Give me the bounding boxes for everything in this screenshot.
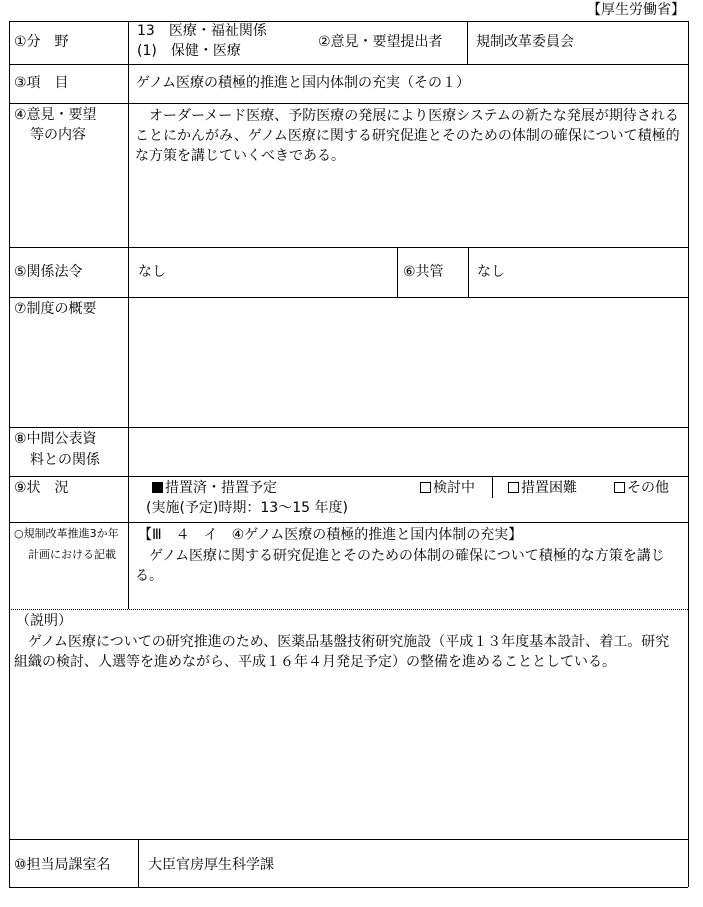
bureau-value: 大臣官房厚生科学課 [148,857,274,873]
ministry-tag: 【厚生労働省】 [587,2,685,18]
row-divider [9,839,688,840]
plan-heading: 【Ⅲ ４ イ ④ゲノム医療の積極的推進と国内体制の充実】 [138,527,523,543]
explanation-label: （説明） [16,613,72,629]
field-line1: 13 医療・福祉関係 [137,23,267,39]
status-option-reviewing[interactable]: 検討中 [420,479,475,497]
dotted-divider [9,609,688,610]
checkbox-empty[interactable] [614,482,625,493]
system-label: ⑦制度の概要 [14,301,97,317]
status-option-done[interactable]: 措置済・措置予定 [152,479,277,497]
interim-label-2: 料との関係 [30,452,100,468]
row-divider [9,522,688,523]
row-divider [9,476,688,477]
row-divider [9,297,688,298]
field-line2: (1) 保健・医療 [137,43,241,59]
cell-divider [467,21,468,64]
cell-divider [468,247,469,297]
cell-divider [492,476,493,498]
submitter-label: ②意見・要望提出者 [318,34,443,50]
table-border-top [9,21,688,22]
joint-value: なし [477,264,505,280]
status-period: (実施(予定)時期：13～15 年度) [146,500,348,516]
row-divider [9,64,688,65]
item-value: ゲノム医療の積極的推進と国内体制の充実（その１） [136,75,471,91]
plan-text: ゲノム医療に関する研究促進とそのための体制の確保について積極的な方策を講じる。 [135,548,665,584]
cell-divider [397,247,398,297]
opinion-text: オーダーメード医療、予防医療の発展により医療システムの新たな発展が期待されることにかんがみ、ゲノム医療に関する研究促進とそのための体制の確保について積極的な方策を講じていくべきである。 [135,108,680,164]
table-border-bottom [9,887,688,888]
submitter-value: 規制改革委員会 [476,34,574,50]
status-label: ⑨状 況 [14,480,69,496]
checkbox-empty[interactable] [508,482,519,493]
row-divider [9,247,688,248]
plan-label-1: ○規制改革推進3か年 [14,527,119,540]
label-column-divider [128,21,129,609]
opinion-label-2: 等の内容 [30,127,86,143]
interim-label-1: ⑧中間公表資 [14,431,97,447]
row-divider [9,103,688,104]
status-option-other[interactable]: その他 [614,479,669,497]
joint-label: ⑥共管 [403,264,444,280]
field-label: ①分 野 [14,34,69,50]
explanation-text: ゲノム医療についての研究推進のため、医薬品基盤技術研究施設（平成１３年度基本設計、着工。研究組織の検討、人選等を進めながら、平成１６年４月発足予定）の整備を進めることとしている。 [14,634,670,670]
item-label: ③項 目 [14,75,69,91]
status-option-difficult[interactable]: 措置困難 [508,479,577,497]
label-column-divider [138,839,139,887]
row-divider [9,427,688,428]
law-value: なし [138,264,166,280]
law-label: ⑤関係法令 [14,264,83,280]
plan-label-2: 計画における記載 [28,548,116,561]
checkbox-empty[interactable] [420,482,431,493]
bureau-label: ⑩担当局課室名 [14,857,111,873]
table-border-right [688,21,689,887]
opinion-label-1: ④意見・要望 [14,107,97,123]
table-border-left [9,21,10,887]
checkbox-checked[interactable] [152,482,163,493]
